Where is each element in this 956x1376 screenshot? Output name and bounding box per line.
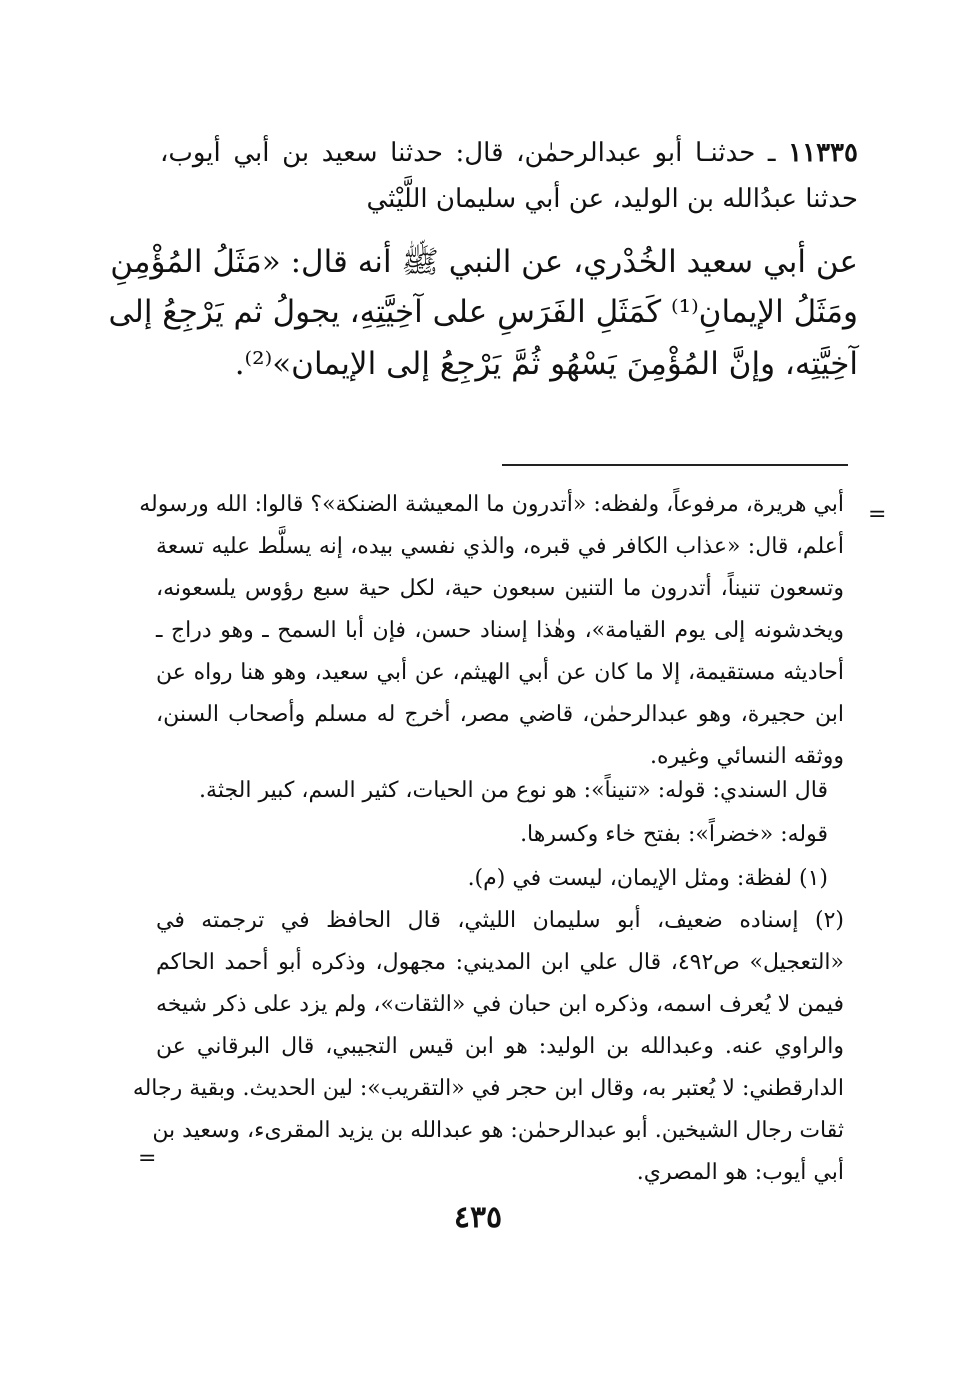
continues-mark: = xyxy=(138,1146,157,1171)
hadith-line-5: آخِيَّتِه، وإنَّ المُؤْمِنَ يَسْهُو ثُمَّ يَرْجِعُ إلى الإيمان»⁽²⁾. xyxy=(234,346,858,382)
fn2-line: والراوي عنه. وعبدالله بن الوليد: هو ابن قيس التجيبي، قال البرقاني عن xyxy=(156,1034,844,1059)
cont-line: ويخدشونه إلى يوم القيامة»، وهٰذا إسناد حسن، فإن أبا السمح ـ وهو دراج ـ xyxy=(156,618,844,643)
fn2-line: فيمن لا يُعرف اسمه، وذكره ابن حبان في «الثقات»، ولم يزد على ذكر شيخه xyxy=(156,992,844,1017)
continuation-mark: = xyxy=(868,502,887,527)
hadith-number: ١١٣٣٥ xyxy=(788,138,858,168)
cont-line: أحاديثه مستقيمة، إلا ما كان عن أبي الهيثم، عن أبي سعيد، وهو هنا رواه عن xyxy=(156,660,844,685)
fn2-line: أبي أيوب: هو المصري. xyxy=(636,1160,844,1185)
hadith-line-2: حدثنا عبدُالله بن الوليد، عن أبي سليمان اللَّيْثي xyxy=(366,184,858,214)
fn2-line: (٢) إسناده ضعيف، أبو سليمان الليثي، قال الحافظ في ترجمته في xyxy=(156,908,844,933)
hadith-line-1 xyxy=(160,136,858,170)
page-number: ٤٣٥ xyxy=(453,1200,503,1235)
hadith-dash: ـ xyxy=(755,138,789,168)
sindi-note-2: قوله: «خضراً»: بفتح خاء وكسرها. xyxy=(520,822,828,847)
cont-line: وتسعون تنيناً، أتدرون ما التنين سبعون حية، لكل حية سبع رؤوس يلسعونه، xyxy=(156,576,844,601)
fn2-line: «التعجيل» ص٤٩٢، قال علي ابن المديني: مجهول، وذكره أبو أحمد الحاكم xyxy=(156,950,844,975)
hadith-line-1-text: حدثنـا أبو عبدالرحمٰن، قال: حدثنا سعيد بن أبي أيوب، xyxy=(160,138,756,168)
cont-line: ووثقه النسائي وغيره. xyxy=(650,744,844,769)
cont-line: أعلم، قال: «عذاب الكافر في قبره، والذي نفسي بيده، إنه يسلَّط عليه تسعة xyxy=(156,534,844,559)
cont-line: أبي هريرة، مرفوعاً، ولفظه: «أتدرون ما المعيشة الضنكة»؟ قالوا: الله ورسوله xyxy=(139,492,844,517)
footnote-separator xyxy=(502,464,848,466)
fn2-line: الدارقطني: لا يُعتبر به، وقال ابن حجر في «التقريب»: لين الحديث. وبقية رجاله xyxy=(132,1076,844,1101)
sindi-note-1: قال السندي: قوله: «تنيناً»: هو نوع من الحيات، كثير السم، كبير الجثة. xyxy=(199,778,828,803)
cont-line: ابن حجيرة، وهو عبدالرحمٰن، قاضي مصر، أخرج له مسلم وأصحاب السنن، xyxy=(156,702,844,727)
hadith-line-3: عن أبي سعيد الخُدْري، عن النبي ﷺ أنه قال: «مَثَلُ المُؤْمِنِ xyxy=(110,244,858,280)
footnote-1: (١) لفظة: ومثل الإيمان، ليست في (م). xyxy=(467,866,828,891)
fn2-line: ثقات رجال الشيخين. أبو عبدالرحمٰن: هو عبدالله بن يزيد المقرىء، وسعيد بن xyxy=(152,1118,844,1143)
hadith-line-4: ومَثَلُ الإيمانِ⁽¹⁾ كَمَثَلِ الفَرَسِ على آخِيَّتِهِ، يجولُ ثم يَرْجِعُ إلى xyxy=(108,294,858,330)
